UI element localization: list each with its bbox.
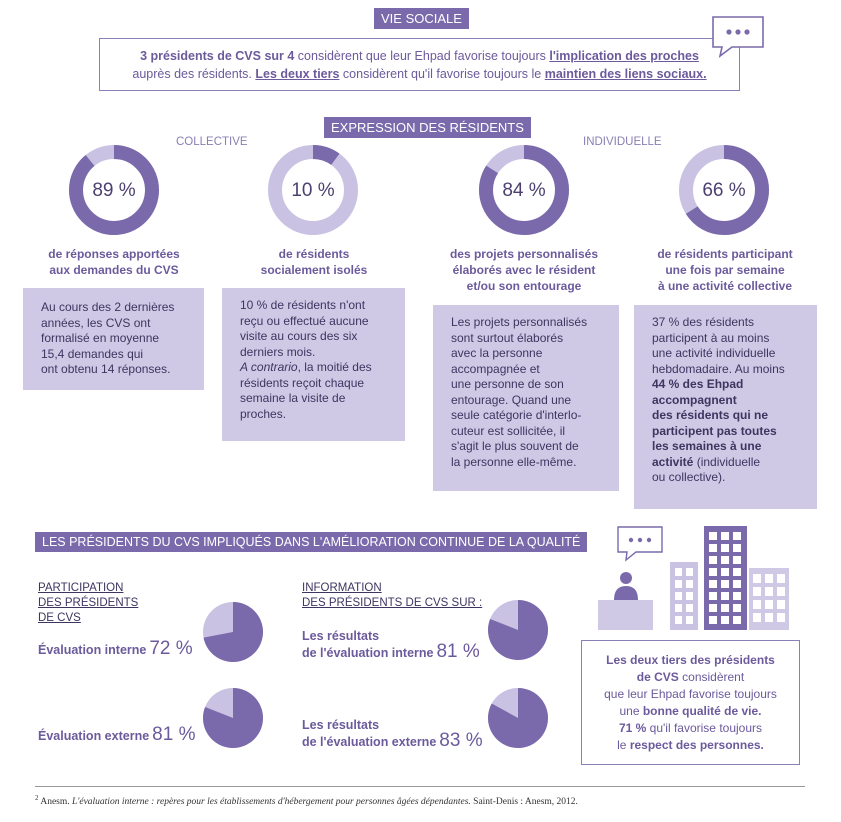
donut-value-4: 66 % <box>702 180 746 201</box>
information-heading: INFORMATION DES PRÉSIDENTS DE CVS SUR : <box>302 582 483 609</box>
information-row-1: Les résultats de l'évaluation interne 81 % <box>302 629 480 662</box>
expression-tag: EXPRESSION DES RÉSIDENTS <box>324 117 531 138</box>
participation-row-1: Évaluation interne 72 % <box>38 638 193 659</box>
info-box-3: Les projets personnalisés sont surtout élaborés avec la personne accompagnée et une personne de son entourage. Quand une seule catégorie d'interlo- cuteur est sollicitée, il s'agit le plus souvent de la personne elle-même. <box>433 305 619 491</box>
caption-4: de résidents participant une fois par semaine à une activité collective <box>657 247 793 293</box>
label-individuelle: INDIVIDUELLE <box>583 136 662 148</box>
intro-highlight-4: maintien des liens sociaux. <box>544 67 707 81</box>
donut-value-2: 10 % <box>291 180 335 201</box>
qualite-tag: LES PRÉSIDENTS DU CVS IMPLIQUÉS DANS L'AMÉLIORATION CONTINUE DE LA QUALITÉ <box>35 532 587 552</box>
caption-3: des projets personnalisés élaborés avec le résident et/ou son entourage <box>449 247 599 293</box>
info-box-1: Au cours des 2 dernières années, les CVS ont formalisé en moyenne 15,4 demandes qui ont obtenu 14 réponses. <box>23 288 204 390</box>
vie-sociale-tag: VIE SOCIALE <box>374 8 469 29</box>
participation-heading: PARTICIPATION DES PRÉSIDENTS DE CVS <box>38 582 139 624</box>
intro-text-1: considèrent que leur Ehpad favorise toujours <box>294 49 550 63</box>
participation-row-2: Évaluation externe 81 % <box>38 724 196 745</box>
intro-highlight-2: l'implication des proches <box>549 49 699 63</box>
caption-1: de réponses apportées aux demandes du CVS <box>48 247 180 277</box>
label-collective: COLLECTIVE <box>176 136 248 148</box>
activite-line: activité (individuelle <box>652 454 761 469</box>
footnote: $^2$ Anesm. L'évaluation interne : repères pour les établissements d'hébergement pour personnes âgées dépendantes. Saint-Denis : Anesm, 2012. <box>35 794 578 808</box>
info-box-2: 10 % de résidents n'ont reçu ou effectué aucune visite au cours des six derniers mois. A contrario, la moitié des résidents reçoit chaque semaine la visite de proches. <box>222 288 405 441</box>
caption-2: de résidents socialement isolés <box>260 247 368 277</box>
qualite-summary-box: Les deux tiers des présidents de CVS considèrent que leur Ehpad favorise toujours une bonne qualité de vie. 71 % qu'il favorise toujours le respect des personnes. <box>581 640 800 765</box>
donut-value-1: 89 % <box>92 180 136 201</box>
buildings-person-speech-icon <box>596 524 796 634</box>
intro-text-2: auprès des résidents. <box>132 67 256 81</box>
info-box-4: 37 % des résidents participent à au moins une activité individuelle hebdomadaire. Au moins 44 % des Ehpad accompagnent des résidents qui ne participent pas toutes les semaines à une activité (individuelle ou collective). <box>634 305 817 509</box>
donut-value-3: 84 % <box>502 180 546 201</box>
intro-highlight-3: Les deux tiers <box>255 67 340 81</box>
a-contrario-text: A contrario <box>240 360 298 374</box>
intro-text-3: considèrent qu'il favorise toujours le <box>339 67 545 81</box>
intro-highlight-1: 3 présidents de CVS sur 4 <box>140 49 295 63</box>
footnote-rule <box>35 786 805 787</box>
information-row-2: Les résultats de l'évaluation externe 83 % <box>302 718 483 751</box>
